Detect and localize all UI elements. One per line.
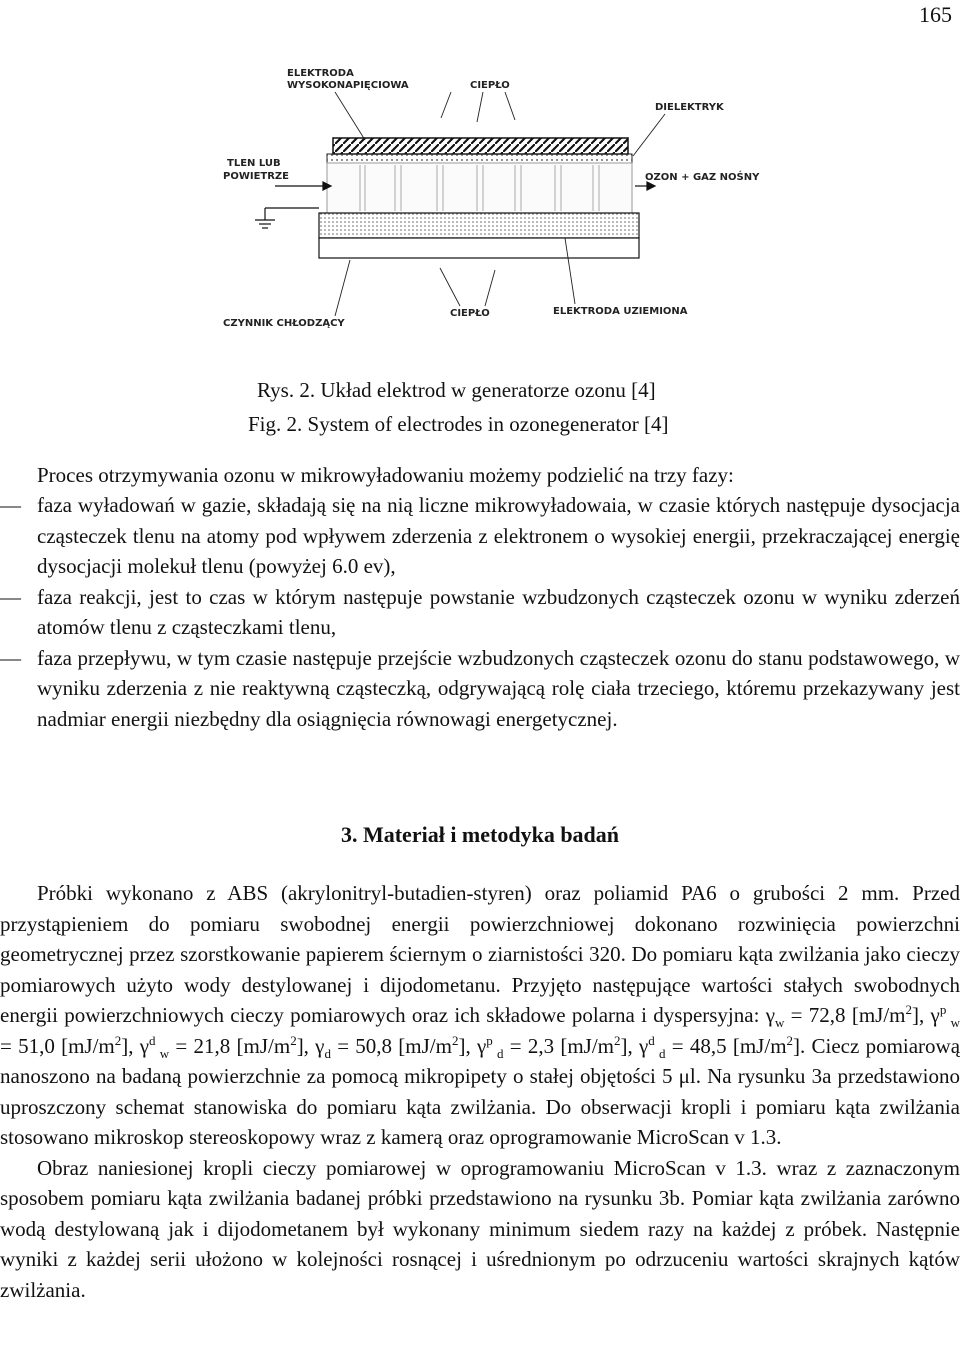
label-inlet-1: TLEN LUB bbox=[227, 158, 281, 169]
electrode-diagram bbox=[215, 48, 760, 338]
label-electrode-ground: ELEKTRODA UZIEMIONA bbox=[553, 306, 688, 317]
section-heading: 3. Materiał i metodyka badań bbox=[340, 822, 620, 847]
ground-symbol bbox=[255, 208, 319, 228]
leader-heat-bottom-2 bbox=[485, 270, 495, 306]
coolant-channel bbox=[319, 238, 639, 258]
label-dielectric: DIELEKTRYK bbox=[655, 102, 724, 113]
leader-coolant bbox=[335, 260, 350, 316]
figure-caption-en: Fig. 2. System of electrodes in ozonegenerator [4] bbox=[248, 412, 669, 436]
label-outlet: OZON + GAZ NOŚNY bbox=[645, 172, 760, 183]
page-number: 165 bbox=[919, 2, 952, 27]
phase-item: — faza wyładowań w gazie, składają się na nią liczne mikrowyładowaia, w czasie których następuje dysocjacja cząsteczek tlenu na atomy pod wpływem zderzenia z elektronem o wysokiej energii, przekraczającej energię dysocjacji molekuł tlenu (powyżej 6.0 ev), bbox=[0, 490, 960, 582]
dielectric-layer bbox=[327, 154, 632, 163]
leader-heat-top-1 bbox=[477, 92, 483, 122]
leader-heat-top-3 bbox=[441, 92, 451, 118]
label-heat-bottom: CIEPŁO bbox=[450, 308, 490, 319]
label-electrode-hv-2: WYSOKONAPIĘCIOWA bbox=[287, 80, 409, 91]
section-body bbox=[0, 878, 960, 1305]
leader-hv bbox=[335, 92, 365, 140]
paragraph-2: Obraz naniesionej kropli cieczy pomiarowej w oprogramowaniu MicroScan v 1.3. wraz z zaznaczonym sposobem pomiaru kąta zwilżania badanej próbki przedstawiono na rysunku 3b. Pomiar kąta zwilżania zarówno wodą destylowaną jak i dijodometanem był wykonany minimum siedem razy na każdej z próbek. Następnie wyniki z każdej serii ułożono w kolejności rosnącej i uśrednionym po odrzuceniu wartości skrajnych kątów zwilżania. bbox=[0, 1155, 960, 1302]
leader-heat-bottom-1 bbox=[440, 268, 460, 306]
phase-item: — faza reakcji, jest to czas w którym następuje powstanie wzbudzonych cząsteczek ozonu w wyniku zderzeń atomów tlenu z cząsteczkami tlenu, bbox=[0, 582, 960, 643]
label-coolant: CZYNNIK CHŁODZĄCY bbox=[223, 318, 345, 329]
discharge-gap bbox=[327, 163, 632, 213]
ground-electrode bbox=[319, 213, 639, 238]
paragraph-1: Próbki wykonano z ABS (akrylonitryl-butadien-styren) oraz poliamid PA6 o grubości 2 mm. Przed przystąpieniem do pomiaru swobodnej energii powierzchniowej dokonano rozwinięcia powierzchni geometrycznej przez szorstkowanie papierem ściernym o ziarnistości 320. Do pomiaru kąta zwilżania jako cieczy pomiarowych użyto wody destylowanej i dijodometanu. Przyjęto następujące wartości stałych swobodnych energii powierzchniowych cieczy pomiarowych oraz ich składowe polarna i dyspersyjna: $\gamma_w = 72,8$ $[mJ/m^2]$, $\gamma^p$ $_w$ = 51,0 $[mJ/m^2]$, $\gamma^d$ $_w$ = 21,8 $[mJ/m^2]$, $\gamma_d = 50,8$ $[mJ/m^2]$, $\gamma^p$ $_d$ = 2,3 $[mJ/m^2]$, $\gamma^d$ $_d$ = 48,5 $[mJ/m^2]$. Ciecz pomiarową nanoszono na badaną powierzchnie za pomocą mikropipety o stałej objętości 5 μl. Na rysunku 3a przedstawiono uproszczony schemat stanowiska do pomiaru kąta zwilżania. Do obserwacji kropli i pomiaru kąta zwilżania stosowano mikroskop stereoskopowy wraz z kamerą oraz oprogramowanie MicroScan v 1.3. bbox=[0, 881, 960, 1149]
label-electrode-hv-1: ELEKTRODA bbox=[287, 68, 354, 79]
phases-intro: Proces otrzymywania ozonu w mikrowyładowaniu możemy podzielić na trzy fazy: bbox=[37, 463, 734, 487]
outlet-arrow-head bbox=[647, 182, 655, 190]
leader-heat-top-2 bbox=[505, 92, 515, 120]
label-heat-top: CIEPŁO bbox=[470, 80, 510, 91]
phase-item: — faza przepływu, w tym czasie następuje przejście wzbudzonych cząsteczek ozonu do stanu podstawowego, w wyniku zderzenia z nie reaktywną cząsteczką, odgrywającą rolę ciała trzeciego, któremu przekazywany jest nadmiar energii niezbędny dla osiągnięcia równowagi energetycznej. bbox=[0, 643, 960, 735]
hv-electrode bbox=[333, 138, 628, 154]
phase-list bbox=[0, 490, 960, 734]
figure-caption-pl: Rys. 2. Układ elektrod w generatorze ozonu [4] bbox=[257, 378, 656, 402]
label-inlet-2: POWIETRZE bbox=[223, 171, 290, 182]
leader-dielectric bbox=[633, 114, 665, 156]
